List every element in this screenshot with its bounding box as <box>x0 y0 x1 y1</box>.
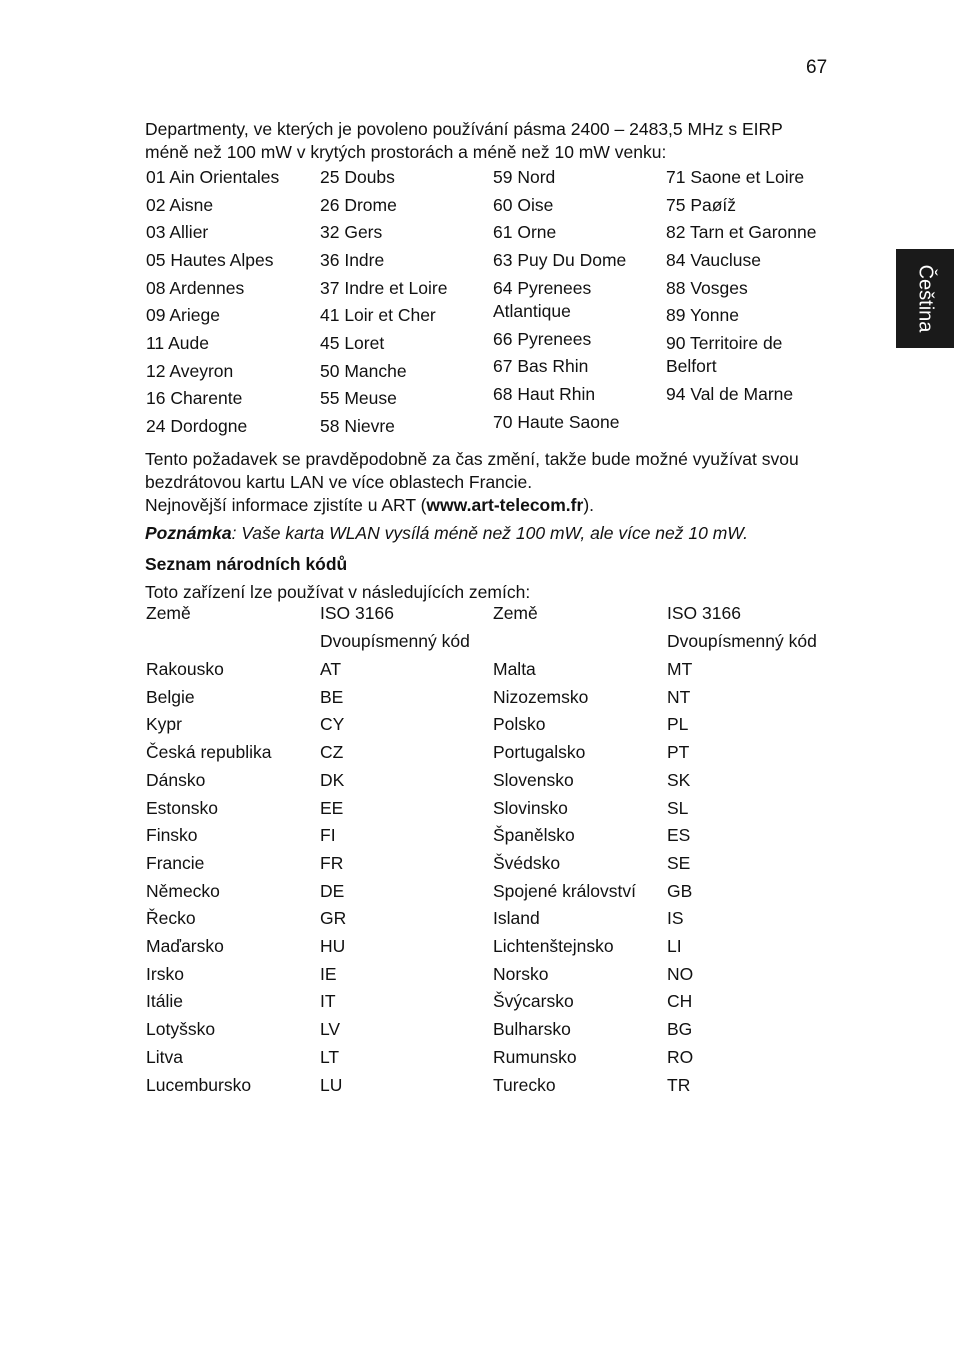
country-name: Irsko <box>146 964 184 984</box>
country-code: RO <box>667 1047 694 1067</box>
country-name: Litva <box>146 1047 183 1067</box>
notice-line <box>145 494 845 517</box>
department-item: 02 Aisne <box>146 195 214 215</box>
art-telecom-link[interactable]: www.art-telecom.fr <box>426 495 584 515</box>
country-name: Polsko <box>493 714 546 734</box>
department-item: 26 Drome <box>320 195 397 215</box>
country-code: NT <box>667 687 691 707</box>
department-item: 64 Pyrenees <box>493 278 592 298</box>
header-iso: ISO 3166 <box>667 603 741 623</box>
department-item: 70 Haute Saone <box>493 412 620 432</box>
country-name: Německo <box>146 881 220 901</box>
note-label: Poznámka <box>145 523 232 543</box>
department-item: 24 Dordogne <box>146 416 248 436</box>
notice-paragraph <box>145 448 845 517</box>
department-item: 82 Tarn et Garonne <box>666 222 817 242</box>
country-name: Česká republika <box>146 742 272 762</box>
department-item: 32 Gers <box>320 222 383 242</box>
department-item: 08 Ardennes <box>146 278 245 298</box>
country-code: FI <box>320 825 336 845</box>
country-name: Bulharsko <box>493 1019 571 1039</box>
department-item: 71 Saone et Loire <box>666 167 805 187</box>
language-side-tab <box>896 249 954 348</box>
department-item: 50 Manche <box>320 361 407 381</box>
country-name: Finsko <box>146 825 198 845</box>
note-paragraph <box>145 522 845 545</box>
country-name: Norsko <box>493 964 549 984</box>
department-item: 75 Paøíž <box>666 195 737 215</box>
country-name: Kypr <box>146 714 182 734</box>
header-iso-sub: Dvoupísmenný kód <box>320 631 470 651</box>
department-item: 67 Bas Rhin <box>493 356 589 376</box>
department-item: 05 Hautes Alpes <box>146 250 274 270</box>
country-code: MT <box>667 659 693 679</box>
country-name: Estonsko <box>146 798 218 818</box>
country-code: BE <box>320 687 344 707</box>
country-name: Spojené království <box>493 881 636 901</box>
country-code: TR <box>667 1075 691 1095</box>
header-iso-sub: Dvoupísmenný kód <box>667 631 817 651</box>
country-name: Dánsko <box>146 770 206 790</box>
department-item: 94 Val de Marne <box>666 384 794 404</box>
country-code: NO <box>667 964 694 984</box>
side-tab-label: Čeština <box>914 264 937 333</box>
country-code: DK <box>320 770 345 790</box>
country-name: Lucembursko <box>146 1075 252 1095</box>
department-item: 41 Loir et Cher <box>320 305 436 325</box>
notice-line: Tento požadavek se pravděpodobně za čas změní, takže bude možné využívat svou <box>145 449 799 469</box>
country-code: ES <box>667 825 691 845</box>
notice-text: Nejnovější informace zjistíte u ART ( <box>145 495 427 515</box>
department-item: 59 Nord <box>493 167 556 187</box>
department-item: 36 Indre <box>320 250 385 270</box>
department-item: 37 Indre et Loire <box>320 278 448 298</box>
department-item: 55 Meuse <box>320 388 397 408</box>
department-item: 63 Puy Du Dome <box>493 250 627 270</box>
note-text: : Vaše karta WLAN vysílá méně než 100 mW, ale více než 10 mW. <box>231 523 749 543</box>
department-item: 68 Haut Rhin <box>493 384 596 404</box>
country-code: DE <box>320 881 345 901</box>
country-name: Itálie <box>146 991 183 1011</box>
department-item: Atlantique <box>493 301 571 321</box>
department-item: 88 Vosges <box>666 278 748 298</box>
department-item: 84 Vaucluse <box>666 250 762 270</box>
country-name: Turecko <box>493 1075 556 1095</box>
department-item: 89 Yonne <box>666 305 740 325</box>
country-name: Rumunsko <box>493 1047 577 1067</box>
department-item: 58 Nievre <box>320 416 395 436</box>
country-code: IS <box>667 908 684 928</box>
country-name: Francie <box>146 853 205 873</box>
country-code: EE <box>320 798 344 818</box>
department-item: 09 Ariege <box>146 305 220 325</box>
page-number: 67 <box>806 57 828 78</box>
country-name: Lichtenštejnsko <box>493 936 614 956</box>
country-code: SL <box>667 798 689 818</box>
country-codes-table <box>146 602 846 1102</box>
department-item: 90 Territoire de <box>666 333 783 353</box>
country-name: Slovinsko <box>493 798 568 818</box>
codes-heading: Seznam národních kódů <box>145 554 348 574</box>
country-name: Maďarsko <box>146 936 224 956</box>
department-item: Belfort <box>666 356 717 376</box>
country-code: IT <box>320 991 336 1011</box>
country-code: FR <box>320 853 344 873</box>
country-code: GB <box>667 881 693 901</box>
country-code: GR <box>320 908 347 928</box>
department-item: 16 Charente <box>146 388 243 408</box>
country-code: LU <box>320 1075 343 1095</box>
header-iso: ISO 3166 <box>320 603 394 623</box>
country-code: LV <box>320 1019 341 1039</box>
departments-table <box>146 166 846 446</box>
country-code: PL <box>667 714 689 734</box>
department-item: 25 Doubs <box>320 167 395 187</box>
department-item: 60 Oise <box>493 195 554 215</box>
country-name: Lotyšsko <box>146 1019 216 1039</box>
country-code: LT <box>320 1047 340 1067</box>
department-item: 12 Aveyron <box>146 361 234 381</box>
country-name: Španělsko <box>493 825 575 845</box>
country-name: Portugalsko <box>493 742 586 762</box>
country-code: IE <box>320 964 337 984</box>
intro-line: méně než 100 mW v krytých prostorách a méně než 10 mW venku: <box>145 142 667 162</box>
country-name: Řecko <box>146 908 196 928</box>
intro-line: Departmenty, ve kterých je povoleno používání pásma 2400 – 2483,5 MHz s EIRP <box>145 119 783 139</box>
country-name: Belgie <box>146 687 195 707</box>
notice-line: bezdrátovou kartu LAN ve více oblastech Francie. <box>145 472 533 492</box>
country-name: Island <box>493 908 540 928</box>
department-item: 45 Loret <box>320 333 385 353</box>
codes-intro: Toto zařízení lze používat v následujících zemích: <box>145 582 531 602</box>
country-name: Slovensko <box>493 770 574 790</box>
country-code: SE <box>667 853 691 873</box>
country-name: Malta <box>493 659 536 679</box>
country-name: Rakousko <box>146 659 224 679</box>
country-name: Nizozemsko <box>493 687 589 707</box>
country-code: BG <box>667 1019 693 1039</box>
department-item: 03 Allier <box>146 222 209 242</box>
notice-text: ). <box>583 495 595 515</box>
country-code: CH <box>667 991 693 1011</box>
country-code: CZ <box>320 742 344 762</box>
header-country: Země <box>146 603 191 623</box>
country-name: Švýcarsko <box>493 991 574 1011</box>
country-code: CY <box>320 714 345 734</box>
department-item: 01 Ain Orientales <box>146 167 280 187</box>
header-country: Země <box>493 603 538 623</box>
department-item: 11 Aude <box>146 333 209 353</box>
department-item: 61 Orne <box>493 222 557 242</box>
intro-paragraph <box>145 118 845 164</box>
country-code: PT <box>667 742 690 762</box>
country-code: HU <box>320 936 346 956</box>
country-name: Švédsko <box>493 853 561 873</box>
country-code: SK <box>667 770 691 790</box>
country-code: LI <box>667 936 682 956</box>
country-code: AT <box>320 659 342 679</box>
department-item: 66 Pyrenees <box>493 329 592 349</box>
